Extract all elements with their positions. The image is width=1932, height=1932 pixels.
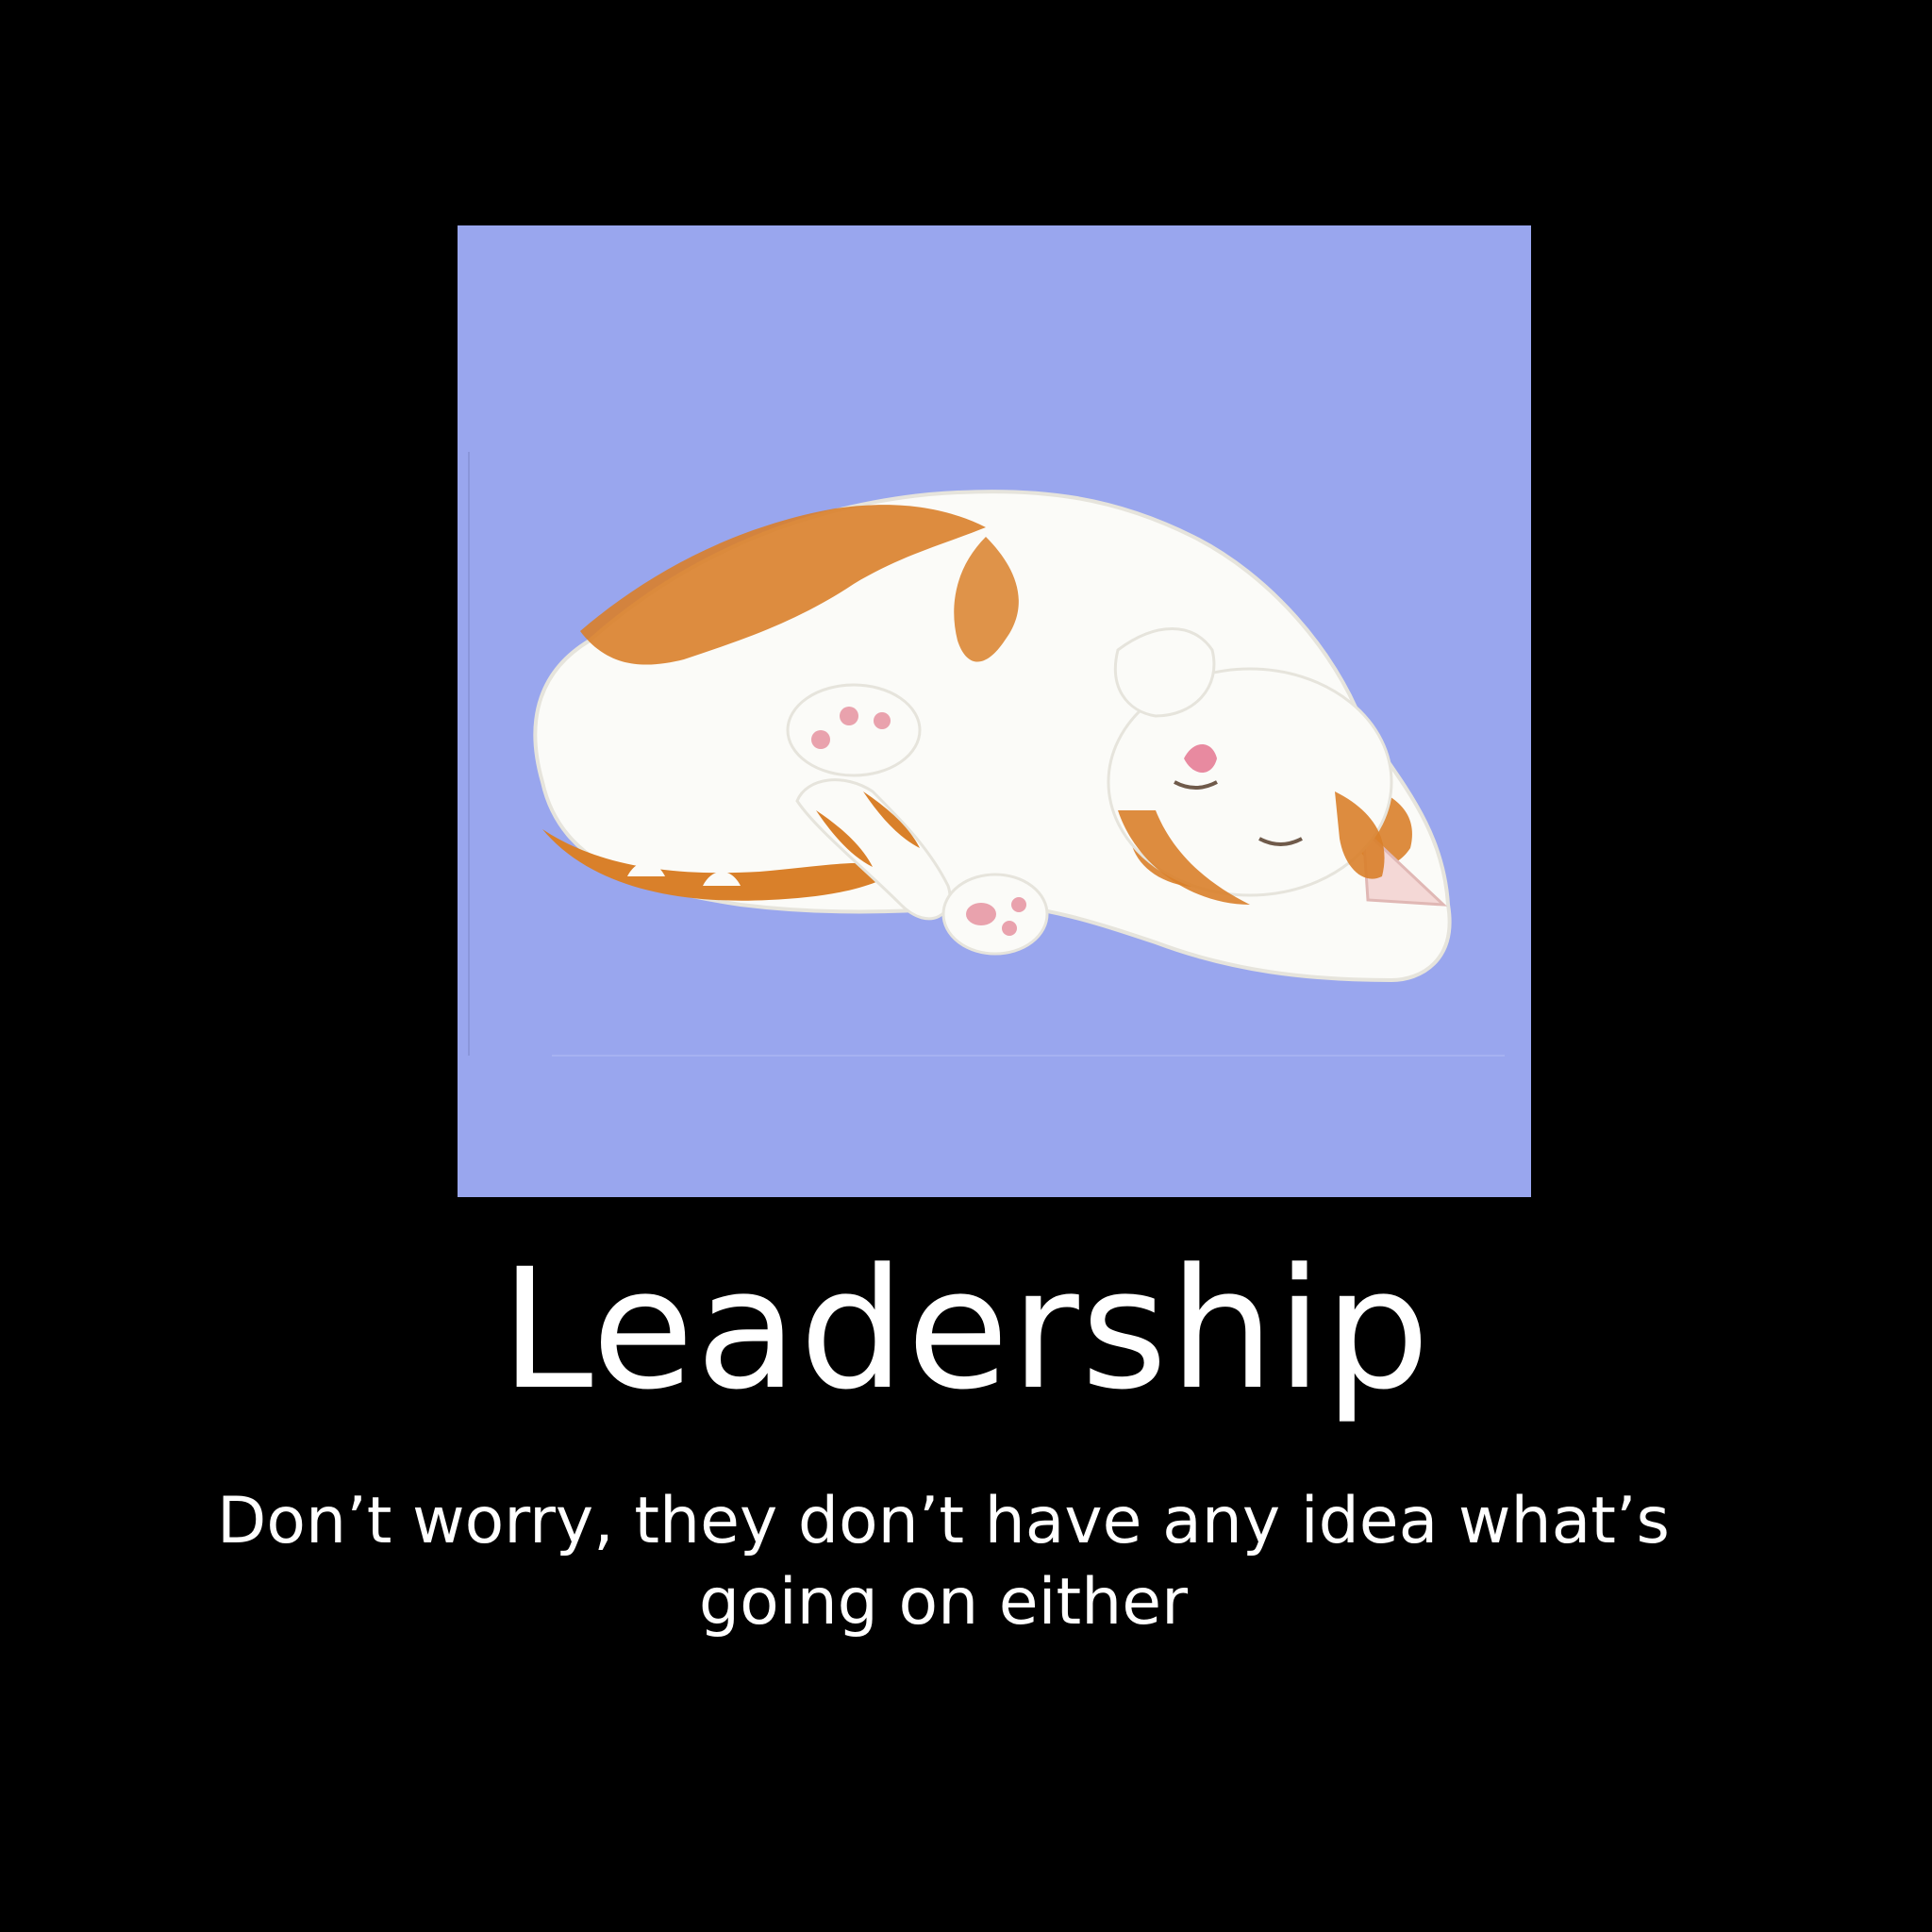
paw-pad <box>874 712 891 729</box>
poster-caption: Don’t worry, they don’t have any idea what’s going on either <box>217 1484 1670 1640</box>
cat-raised-paw <box>788 685 920 775</box>
cat-figure <box>535 491 1449 980</box>
paw-pad <box>840 707 858 725</box>
poster-title: Leadership <box>500 1233 1432 1426</box>
paw-pad <box>811 730 830 749</box>
sleeping-cat-photo <box>458 225 1531 1197</box>
paw-pad <box>1002 921 1017 936</box>
paw-pad <box>1011 897 1026 912</box>
paw-pad <box>966 903 996 925</box>
photo-frame <box>458 225 1531 1197</box>
